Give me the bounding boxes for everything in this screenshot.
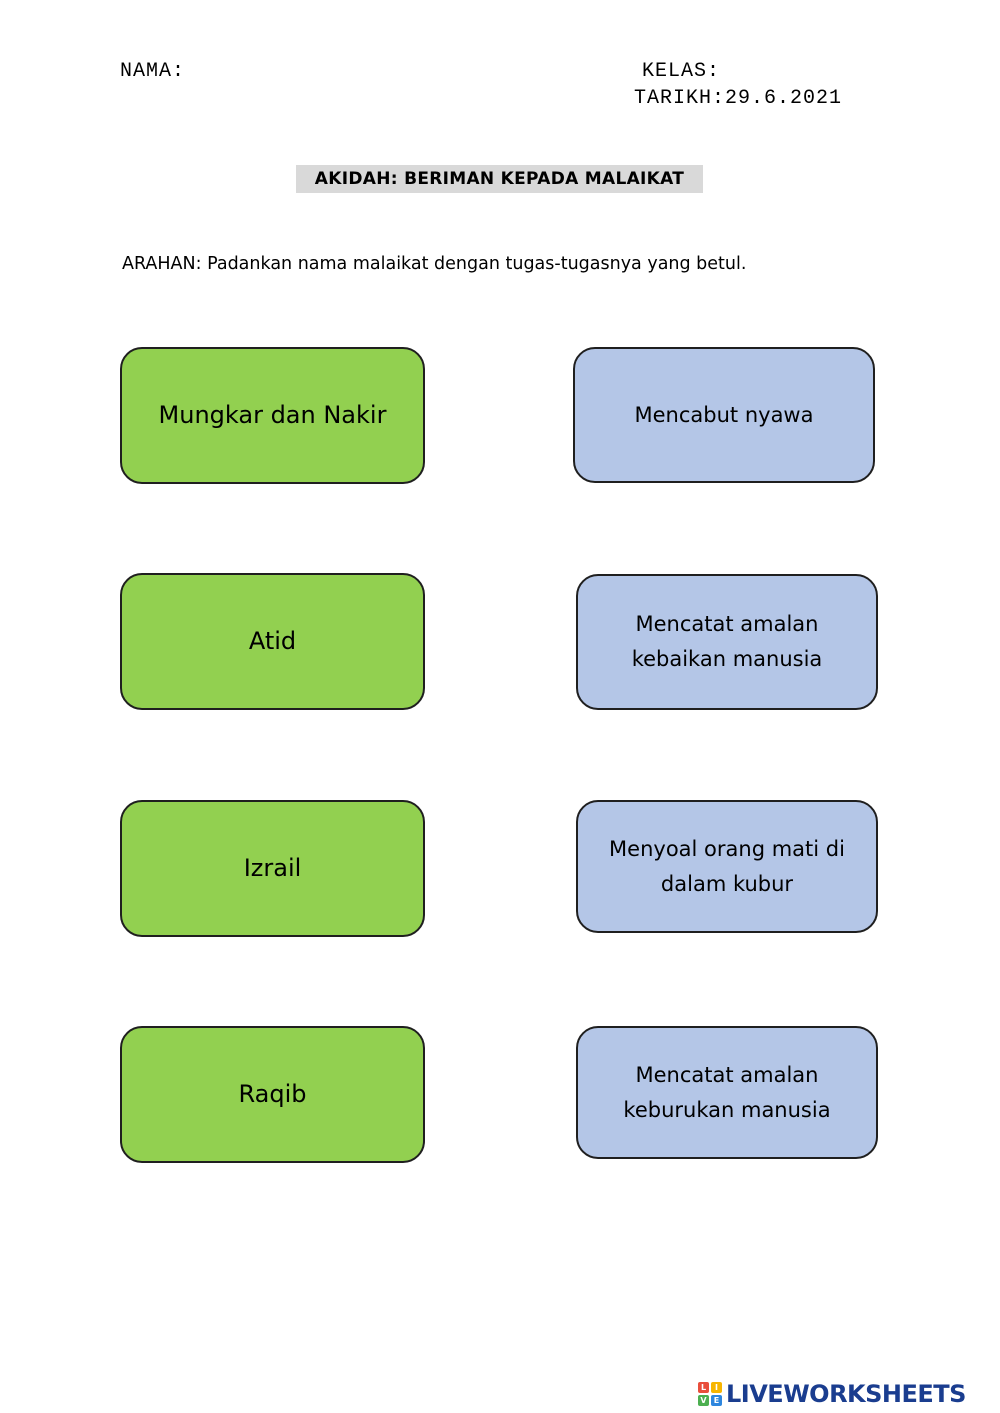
- duty-box-1[interactable]: Mencabut nyawa: [573, 347, 875, 483]
- worksheet-title: AKIDAH: BERIMAN KEPADA MALAIKAT: [296, 165, 703, 193]
- duty-box-4[interactable]: Mencatat amalan keburukan manusia: [576, 1026, 878, 1159]
- logo-letter-e: E: [711, 1395, 722, 1406]
- angel-box-1[interactable]: Mungkar dan Nakir: [120, 347, 425, 484]
- logo-grid-icon: [698, 1382, 722, 1406]
- kelas-label: KELAS:: [642, 60, 721, 83]
- duty-box-3[interactable]: Menyoal orang mati di dalam kubur: [576, 800, 878, 933]
- liveworksheets-logo[interactable]: [698, 1380, 966, 1408]
- duty-box-2[interactable]: Mencatat amalan kebaikan manusia: [576, 574, 878, 710]
- angel-box-2[interactable]: Atid: [120, 573, 425, 710]
- logo-text: LIVEWORKSHEETS: [726, 1380, 966, 1408]
- logo-letter-l: L: [698, 1382, 709, 1393]
- angel-box-4[interactable]: Raqib: [120, 1026, 425, 1163]
- logo-letter-i: I: [711, 1382, 722, 1393]
- angel-box-3[interactable]: Izrail: [120, 800, 425, 937]
- logo-letter-v: V: [698, 1395, 709, 1406]
- tarikh-label: TARIKH:29.6.2021: [634, 87, 843, 110]
- instruction-text: ARAHAN: Padankan nama malaikat dengan tugas-tugasnya yang betul.: [122, 254, 747, 274]
- nama-label: NAMA:: [120, 60, 186, 83]
